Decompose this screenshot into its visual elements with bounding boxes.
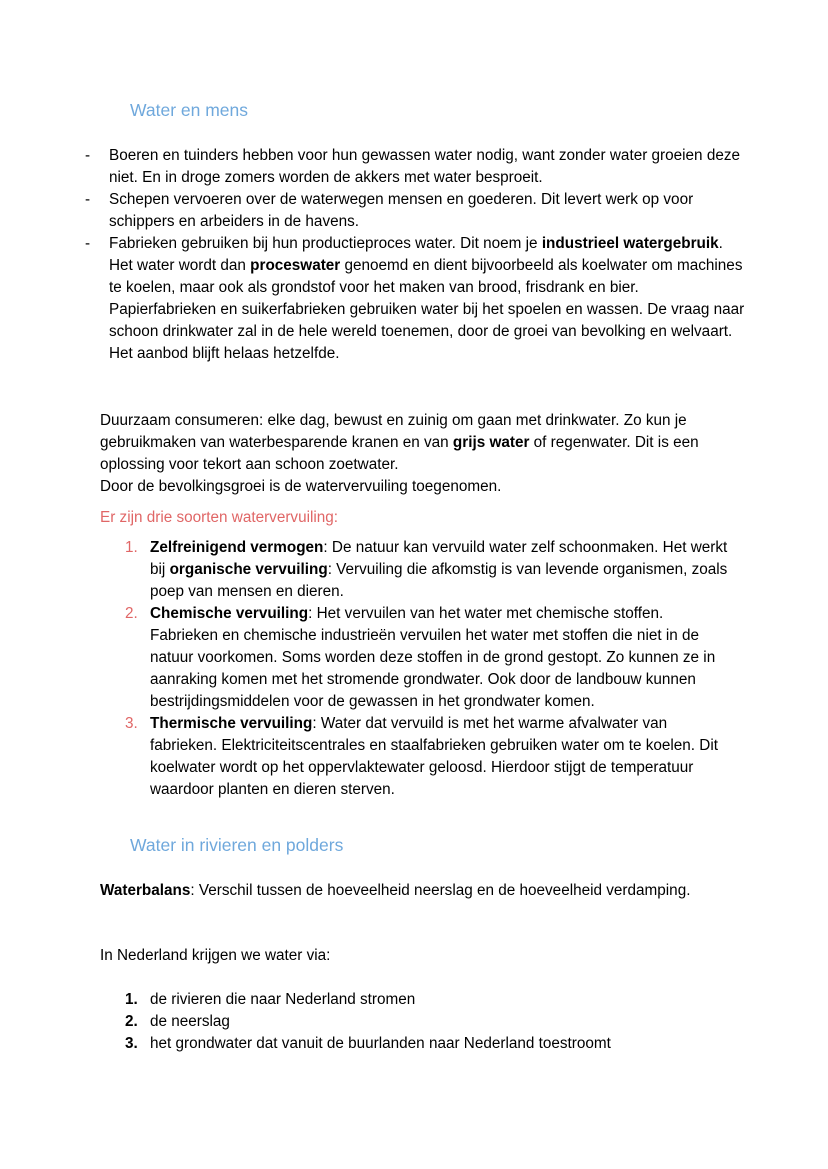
paragraph-text: Duurzaam consumeren: elke dag, bewust en zuinig om gaan met drinkwater. Zo kun je gebruikmaken van waterbesparende kranen en van [100, 412, 687, 451]
list-item [125, 1011, 735, 1033]
pollution-intro: Er zijn drie soorten watervervuiling: [100, 509, 339, 526]
paragraph-water-sources-intro: In Nederland krijgen we water via: [100, 947, 331, 964]
list-number: 2. [125, 1013, 138, 1030]
term-organische-vervuiling: organische vervuiling [169, 561, 328, 578]
list-item [125, 713, 735, 801]
list-item [85, 233, 745, 365]
list-number: 1. [125, 991, 138, 1008]
paragraph-text: of regenwater. Dit is een oplossing voor tekort aan schoon zoetwater. [100, 434, 699, 473]
term-zelfreinigend-vermogen: Zelfreinigend vermogen [150, 539, 324, 556]
definition-text: : Verschil tussen de hoeveelheid neerslag en de hoeveelheid verdamping. [190, 882, 691, 899]
section-heading-water-en-mens: Water en mens [130, 100, 249, 120]
bullet-text: Boeren en tuinders hebben voor hun gewassen water nodig, want zonder water groeien deze niet. En in droge zomers worden de akkers met water besproeit. [109, 147, 740, 186]
list-item [125, 603, 735, 713]
list-item [85, 189, 745, 233]
paragraph-waterbalans [100, 880, 700, 902]
item-text: de neerslag [150, 1013, 230, 1030]
list-number: 3. [125, 715, 138, 732]
item-text: de rivieren die naar Nederland stromen [150, 991, 416, 1008]
bullet-text: Fabrieken gebruiken bij hun productieproces water. Dit noem je [109, 235, 542, 252]
term-proceswater: proceswater [250, 257, 341, 274]
term-thermische-vervuiling: Thermische vervuiling [150, 715, 313, 732]
paragraph-duurzaam-consumeren [100, 410, 740, 498]
list-item [125, 537, 735, 603]
term-grijs-water: grijs water [452, 434, 530, 451]
item-text: : Water dat vervuild is met het warme afvalwater van fabrieken. Elektriciteitscentrales en staalfabrieken gebruiken water om te koelen. Dit koelwater wordt op het oppervlaktewater geloosd. Hierdoor stijgt de temperatuur waardoor planten en dieren sterven. [150, 715, 718, 798]
list-number: 2. [125, 605, 138, 622]
term-waterbalans: Waterbalans [100, 882, 191, 899]
list-dash: - [85, 235, 91, 252]
list-dash: - [85, 191, 91, 208]
water-sources-list [125, 989, 735, 1055]
item-text: : Het vervuilen van het water met chemische stoffen. Fabrieken en chemische industrieën vervuilen het water met stoffen die niet in de natuur voorkomen. Soms worden deze stoffen in de grond gestopt. Zo kunnen ze in aanraking komen met het stromende grondwater. Ook door de landbouw kunnen bestrijdingsmiddelen voor de gewassen in het grondwater komen. [150, 605, 716, 710]
item-text: : De natuur kan vervuild water zelf schoonmaken. Het werkt bij [150, 539, 728, 578]
pollution-types-list [125, 537, 735, 801]
list-number: 3. [125, 1035, 138, 1052]
bullet-text: . Het water wordt dan [109, 235, 723, 274]
item-text: het grondwater dat vanuit de buurlanden naar Nederland toestroomt [150, 1035, 611, 1052]
list-number: 1. [125, 539, 138, 556]
water-uses-list [85, 145, 745, 365]
list-item [125, 989, 735, 1011]
term-industrieel-watergebruik: industrieel watergebruik [541, 235, 719, 252]
list-item [85, 145, 745, 189]
bullet-text: Schepen vervoeren over de waterwegen mensen en goederen. Dit levert werk op voor schippers en arbeiders in de havens. [109, 191, 694, 230]
term-chemische-vervuiling: Chemische vervuiling [150, 605, 309, 622]
paragraph-bevolkingsgroei: Door de bevolkingsgroei is de watervervuiling toegenomen. [100, 478, 502, 495]
item-text: : Vervuiling die afkomstig is van levende organismen, zoals poep van mensen en dieren. [150, 561, 728, 600]
section-heading-water-in-rivieren: Water in rivieren en polders [130, 835, 344, 855]
list-dash: - [85, 147, 91, 164]
list-item [125, 1033, 735, 1055]
bullet-text: genoemd en dient bijvoorbeeld als koelwater om machines te koelen, maar ook als grondstof voor het maken van brood, frisdrank en bier. Papierfabrieken en suikerfabrieken gebruiken water bij het spoelen en wassen. De vraag naar schoon drinkwater zal in de hele wereld toenemen, door de groei van bevolking en welvaart. Het aanbod blijft helaas hetzelfde. [109, 257, 745, 362]
